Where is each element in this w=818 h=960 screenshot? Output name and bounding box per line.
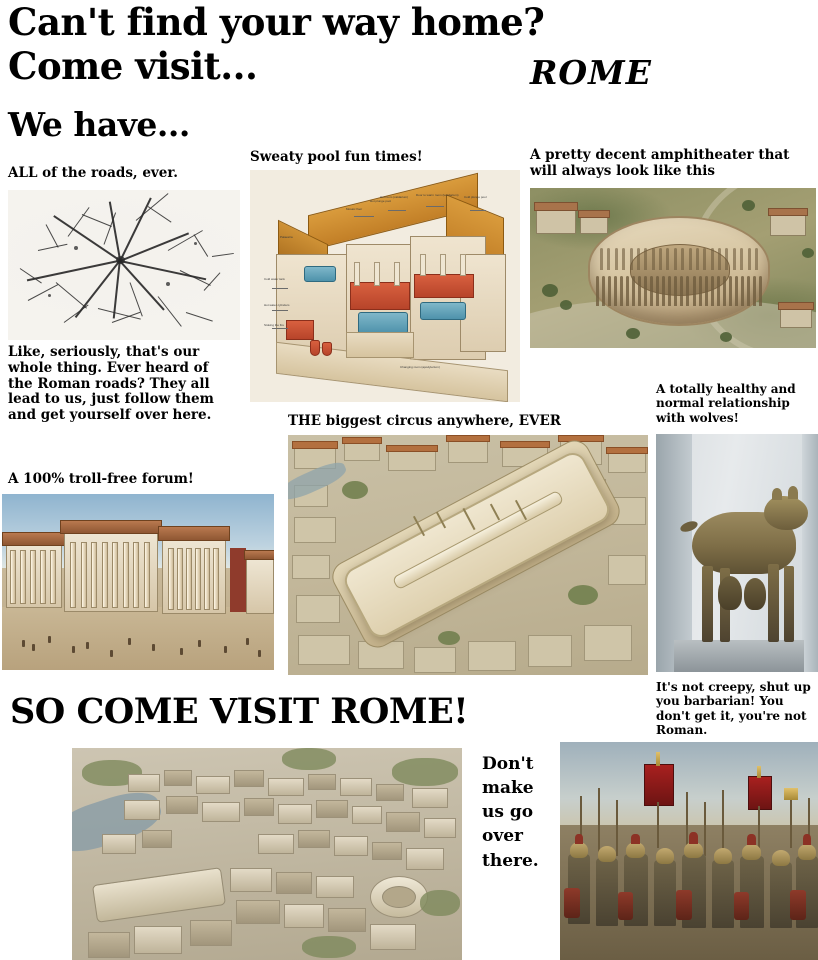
baths-label-8: Stoking the fire [264, 323, 285, 327]
baths-caption-top: Sweaty pool fun times! [250, 149, 423, 165]
headline-line-2: Come visit... [8, 44, 258, 88]
baths-label-5: Hot room (caldarium) [380, 195, 409, 199]
circus-maximus-image [288, 435, 648, 675]
final-call-to-action: SO COME VISIT ROME! [10, 691, 469, 732]
roman-forum-image [2, 494, 274, 670]
circus-caption-top: THE biggest circus anywhere, EVER [288, 413, 561, 429]
roman-baths-cutaway-image [250, 170, 520, 402]
headline-line-3: We have... [8, 105, 190, 144]
baths-label-7: Hot water cylinders [264, 303, 290, 307]
roman-legion-image [560, 742, 818, 960]
baths-label-6: Cold water tank [264, 277, 285, 281]
forum-caption-top: A 100% troll-free forum! [8, 471, 194, 487]
baths-label-9: Changing room (apodyterium) [400, 365, 440, 369]
legion-caption-left: Don't make us go over there. [482, 754, 539, 871]
headline-brand-rome: ROME [530, 53, 652, 92]
amphitheater-caption-top: A pretty decent amphitheater that will always look like this [530, 147, 790, 179]
rome-city-model-image [72, 748, 462, 960]
capitoline-wolf-image [656, 434, 818, 672]
roads-caption-top: ALL of the roads, ever. [8, 165, 178, 181]
roman-roads-map-image [8, 190, 240, 340]
baths-label-3: Palaestra [280, 235, 293, 239]
headline-line-1: Can't find your way home? [8, 0, 545, 44]
roads-caption-bottom: Like, seriously, that's our whole thing. Ever heard of the Roman roads? They all lead to us, just follow them and get yourself over here. [8, 344, 214, 424]
roman-amphitheater-image [530, 188, 816, 348]
baths-label-2: Cold plunge pool [464, 195, 487, 199]
baths-label-4: Hot plunge pool [370, 199, 392, 203]
baths-label-0: Mosaic floor [346, 207, 363, 211]
baths-label-1: Door to warm room (tepidarium) [416, 193, 459, 197]
wolf-caption-bottom: It's not creepy, shut up you barbarian! You don't get it, you're not Roman. [656, 680, 811, 738]
wolf-caption-top: A totally healthy and normal relationship with wolves! [656, 382, 796, 425]
